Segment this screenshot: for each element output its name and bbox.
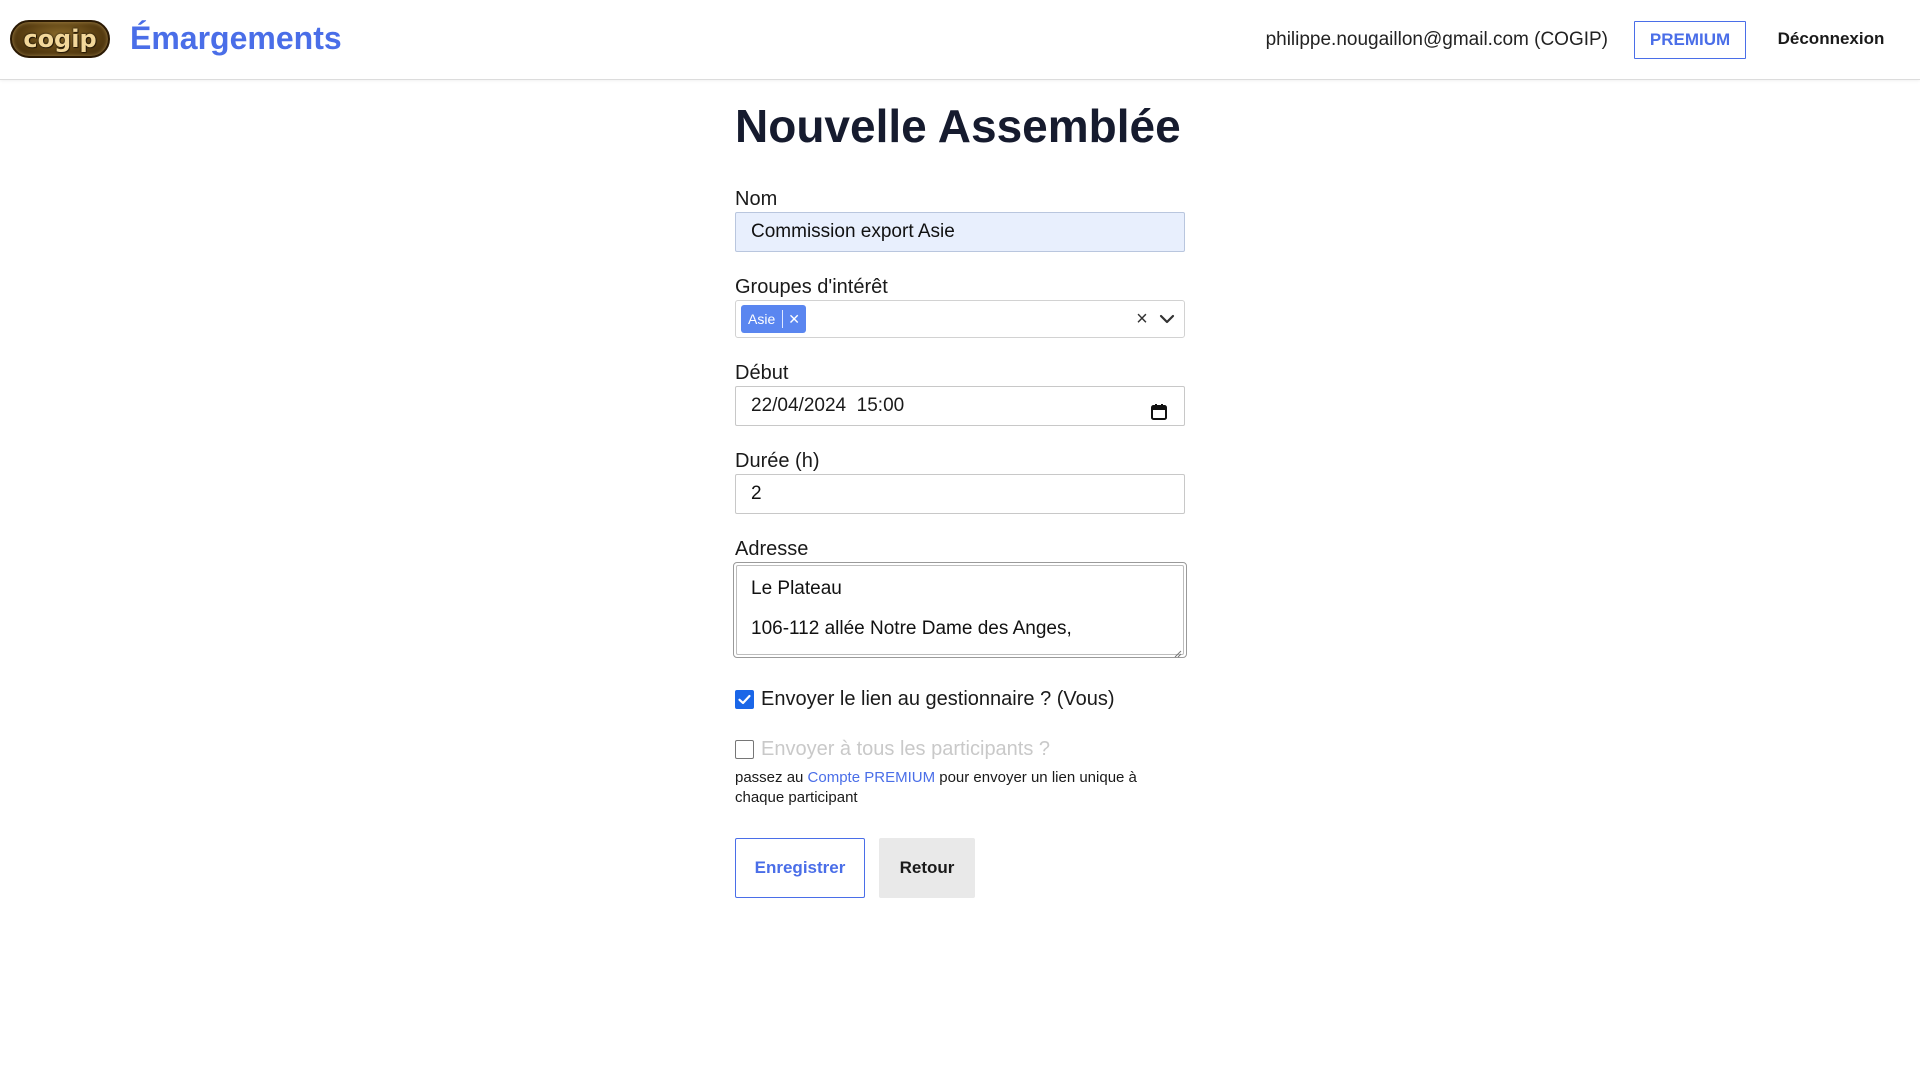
debut-label: Début	[735, 362, 789, 384]
duree-label: Durée (h)	[735, 450, 820, 472]
nom-input[interactable]: Commission export Asie	[735, 212, 1185, 252]
page-title: Nouvelle Assemblée	[735, 100, 1181, 152]
adresse-textarea[interactable]	[733, 562, 1187, 658]
help-prefix: passez au	[735, 769, 808, 786]
help-suffix: pour envoyer un lien unique à chaque participant	[735, 769, 1137, 806]
adresse-textarea-content	[736, 565, 1184, 655]
resize-handle-icon[interactable]	[1174, 645, 1182, 653]
send-manager-row	[735, 686, 1185, 712]
duree-input[interactable]: 2	[735, 474, 1185, 514]
send-all-label: Envoyer à tous les participants ?	[761, 737, 1051, 760]
logo-text: cogip	[23, 25, 97, 53]
form-actions	[735, 838, 1185, 898]
chip-label: Asie	[748, 311, 776, 327]
save-button[interactable]: Enregistrer	[735, 838, 865, 898]
send-manager-checkbox[interactable]	[735, 690, 754, 709]
nom-label: Nom	[735, 188, 778, 210]
debut-value: 22/04/2024 15:00	[751, 395, 905, 416]
premium-button[interactable]: PREMIUM	[1634, 21, 1746, 59]
adresse-label: Adresse	[735, 538, 809, 560]
chip-divider	[782, 310, 783, 328]
groupes-multiselect[interactable]	[735, 300, 1185, 338]
logout-button[interactable]: Déconnexion	[1777, 29, 1885, 48]
clear-selection-icon[interactable]: ×	[1136, 308, 1148, 330]
cogip-logo[interactable]	[10, 20, 110, 58]
assembly-form	[735, 80, 1185, 898]
premium-help-text	[735, 768, 1185, 808]
calendar-icon[interactable]	[1150, 397, 1168, 415]
app-title-link[interactable]: Émargements	[130, 20, 342, 56]
chevron-down-icon[interactable]	[1158, 310, 1176, 328]
top-navbar	[0, 0, 1920, 80]
check-icon	[736, 691, 753, 708]
send-manager-label[interactable]: Envoyer le lien au gestionnaire ? (Vous)	[761, 687, 1115, 710]
chip-remove-icon[interactable]: ✕	[788, 311, 800, 327]
premium-account-link[interactable]: Compte PREMIUM	[807, 769, 936, 786]
groupes-label: Groupes d'intérêt	[735, 276, 888, 298]
selected-chip-asie	[741, 305, 806, 333]
user-email: philippe.nougaillon@gmail.com (COGIP)	[1265, 29, 1608, 50]
debut-datetime-input[interactable]	[735, 386, 1185, 426]
back-button[interactable]: Retour	[879, 838, 975, 898]
adresse-line-2: 106-112 allée Notre Dame des Anges,	[751, 618, 1072, 639]
adresse-line-1: Le Plateau	[751, 578, 842, 599]
send-all-checkbox[interactable]	[735, 740, 754, 759]
send-all-row	[735, 736, 1185, 762]
